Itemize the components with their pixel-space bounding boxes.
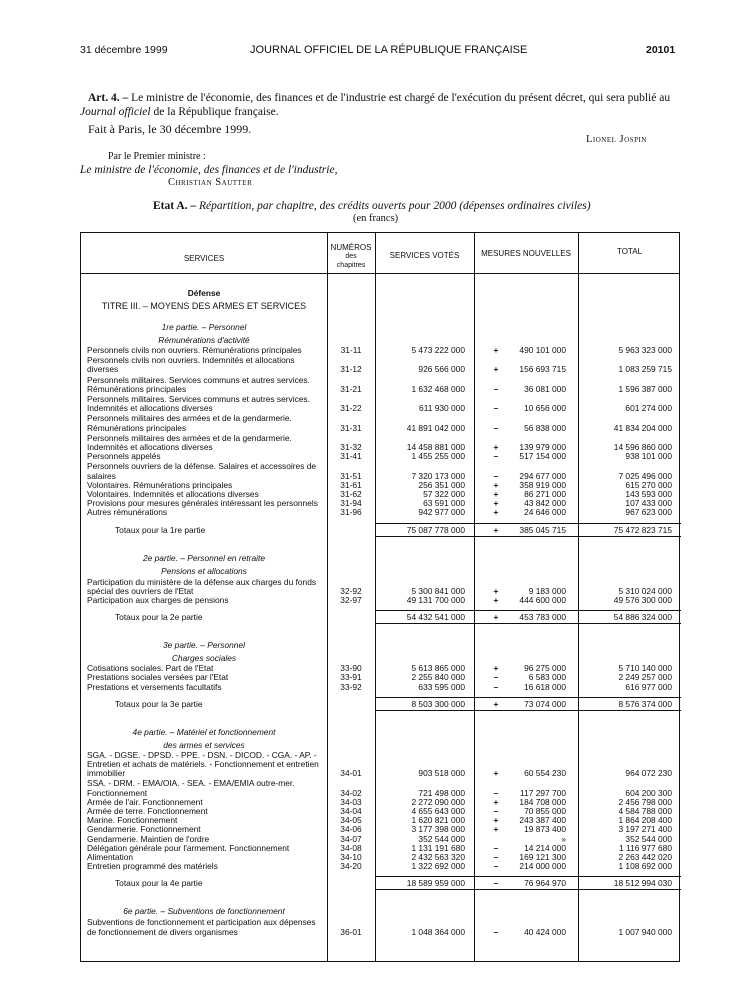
total-value: 5 963 323 000: [618, 345, 672, 355]
mesures-nouvelles-value: 358 919 000: [519, 479, 566, 490]
services-votes-value: 926 566 000: [418, 364, 465, 375]
section-heading: 2e partie. – Personnel en retraite: [143, 552, 265, 563]
section-heading: 3e partie. – Personnel: [163, 640, 245, 651]
mesures-nouvelles-value: 243 387 400: [519, 815, 566, 826]
mesures-nouvelles-value: 169 121 300: [519, 852, 566, 862]
row-label: Provisions pour mesures générales intéressant les personnels: [87, 499, 318, 509]
table-body: [81, 233, 681, 963]
mesures-nouvelles-value: 117 297 700: [520, 787, 566, 798]
row-label: Participation du ministère de la défense aux charges du fonds spécial des ouvriers de l'Etat: [87, 577, 317, 596]
services-votes-value: 633 595 000: [418, 681, 465, 692]
total-rule: [375, 536, 474, 537]
total-sign: +: [493, 524, 499, 535]
mesures-sign: +: [493, 442, 499, 452]
total-rule: [474, 610, 578, 611]
total-value: 4 584 788 000: [618, 806, 672, 816]
row-label: Personnels militaires. Services communs et autres services. Indemnités et allocations diverses: [87, 395, 310, 414]
row-label: Personnels civils non ouvriers. Rémunérations principales: [87, 346, 302, 355]
total-rule: [474, 710, 578, 711]
total-rule: [578, 523, 681, 524]
mesures-sign: –: [493, 681, 499, 692]
signature-sautter: Christian Sautter: [168, 177, 253, 188]
total-mesures: 73 074 000: [524, 698, 566, 709]
services-votes-value: 942 977 000: [418, 507, 465, 518]
total-label: Totaux pour la 2e partie: [115, 612, 203, 623]
services-votes-value: 49 131 700 000: [406, 595, 465, 605]
total-value: 1 864 208 400: [618, 815, 672, 826]
total-rule: [578, 697, 681, 698]
total-value: 49 576 300 000: [613, 595, 672, 605]
services-votes-value: 903 518 000: [418, 768, 465, 779]
chapter-number: 34-08: [340, 842, 362, 853]
row-label: Volontaires. Rémunérations principales: [87, 480, 233, 490]
row-label: Délégation générale pour l'armement. Fonctionnement: [87, 843, 290, 853]
services-votes-value: 5 613 865 000: [411, 663, 465, 674]
total-rule: [474, 623, 578, 624]
chapter-number: 32-97: [340, 595, 362, 605]
total-value: 2 456 798 000: [618, 796, 672, 807]
mesures-nouvelles-value: 10 656 000: [524, 403, 566, 414]
total-value: 5 310 024 000: [618, 585, 672, 596]
services-votes-value: 2 432 563 320: [411, 852, 465, 862]
total-rule: [375, 710, 474, 711]
col-header-services: SERVICES: [183, 254, 225, 263]
chapter-number: 31-12: [340, 364, 362, 375]
total-sign: –: [493, 878, 499, 889]
row-label: Prestations sociales versées par l'Etat: [87, 673, 229, 683]
row-label: Autres rémunérations: [87, 508, 168, 518]
total-sign: +: [493, 698, 499, 709]
services-votes-value: 256 351 000: [418, 479, 465, 490]
chapter-number: 33-92: [340, 681, 362, 692]
services-votes-value: 1 048 364 000: [411, 926, 465, 937]
total-label: Totaux pour la 4e partie: [115, 878, 203, 889]
chapter-number: 31-41: [340, 451, 362, 462]
chapter-number: 34-02: [340, 787, 362, 798]
mesures-nouvelles-value: 294 677 000: [519, 470, 566, 481]
total-value: 143 593 000: [625, 489, 672, 499]
total-value: 2 263 442 020: [618, 852, 672, 862]
total-total: 54 886 324 000: [613, 612, 672, 623]
mesures-nouvelles-value: 70 855 000: [524, 806, 566, 816]
total-rule: [578, 536, 681, 537]
mesures-nouvelles-value: 6 583 000: [528, 672, 566, 683]
mesures-nouvelles-value: 36 081 000: [524, 383, 566, 394]
mesures-sign: +: [493, 585, 499, 596]
article-4-line-1: [88, 92, 670, 104]
chapter-number: 33-90: [340, 663, 362, 674]
chapter-number: 31-61: [340, 479, 362, 490]
row-label: Personnels militaires des armées et de la gendarmerie. Indemnités et allocations diverses: [87, 433, 292, 452]
etat-unit: (en francs): [353, 213, 399, 224]
chapter-number: 34-06: [340, 824, 362, 835]
total-rule: [578, 889, 681, 890]
total-mesures: 453 783 000: [519, 612, 566, 623]
etat-a-heading: [153, 200, 591, 212]
total-rule: [375, 889, 474, 890]
mesures-nouvelles-value: 14 214 000: [524, 842, 566, 853]
services-votes-value: 14 458 881 000: [406, 442, 465, 452]
chapter-number: 31-11: [340, 345, 362, 355]
total-value: 1 596 387 000: [618, 383, 672, 394]
services-votes-value: 5 473 222 000: [411, 345, 465, 355]
total-rule: [474, 523, 578, 524]
total-rule: [474, 876, 578, 877]
chapter-number: 36-01: [340, 926, 362, 937]
mesures-sign: +: [493, 663, 499, 674]
row-label: Subventions de fonctionnement et participation aux dépenses de fonctionnement de divers organismes: [87, 918, 316, 937]
mesures-sign: +: [493, 489, 499, 499]
mesures-nouvelles-value: 156 693 715: [519, 364, 566, 375]
chapter-number: 31-32: [340, 442, 362, 452]
ministre-title: Le ministre de l'économie, des finances et de l'industrie,: [80, 164, 338, 176]
chapter-number: 34-05: [340, 815, 362, 826]
total-value: 7 025 496 000: [618, 470, 672, 481]
total-rule: [474, 697, 578, 698]
total-value: 1 007 940 000: [618, 926, 672, 937]
chapter-number: 34-04: [340, 806, 362, 816]
total-value: 3 197 271 400: [618, 824, 672, 835]
mesures-nouvelles-value: »: [561, 833, 566, 844]
total-total: 75 472 823 715: [613, 524, 672, 535]
row-label: Cotisations sociales. Part de l'Etat: [87, 664, 214, 674]
total-value: 967 623 000: [625, 507, 672, 518]
mesures-nouvelles-value: 86 271 000: [524, 489, 566, 499]
total-rule: [474, 536, 578, 537]
total-value: 964 072 230: [625, 768, 672, 779]
col-header-mesures: MESURES NOUVELLES: [481, 249, 571, 258]
mesures-nouvelles-value: 517 154 000: [519, 451, 566, 462]
total-total: 18 512 994 030: [613, 878, 672, 889]
mesures-nouvelles-value: 60 554 230: [524, 768, 566, 779]
mesures-nouvelles-value: 9 183 000: [528, 585, 566, 596]
total-rule: [375, 523, 474, 524]
mesures-sign: +: [493, 796, 499, 807]
row-label: Alimentation: [87, 853, 134, 862]
section-heading: 1re partie. – Personnel: [161, 322, 247, 332]
mesures-sign: +: [493, 595, 499, 605]
mesures-sign: –: [493, 806, 499, 816]
total-votes: 18 589 959 000: [406, 878, 465, 889]
mesures-sign: +: [493, 479, 499, 490]
total-rule: [375, 610, 474, 611]
total-value: 14 596 860 000: [613, 442, 672, 452]
services-votes-value: 4 655 643 000: [411, 806, 465, 816]
col-header-numeros-l1: NUMÉROS: [330, 243, 372, 252]
mesures-sign: –: [493, 403, 499, 414]
chapter-number: 31-31: [340, 422, 362, 433]
total-value: 1 116 977 680: [619, 842, 672, 853]
total-value: 938 101 000: [625, 451, 672, 462]
services-votes-value: 352 544 000: [418, 833, 465, 844]
row-label: SGA. - DGSE. - DPSD. - PPE. - DSN. - DICOD. - CGA. - AP. - Entretien et achats de matériels. - Fonctionnement et entretien immobilier: [87, 750, 319, 779]
mesures-sign: +: [493, 498, 499, 509]
row-label: Personnels militaires. Services communs et autres services. Rémunérations principales: [87, 375, 310, 394]
mesures-sign: –: [493, 926, 499, 937]
mesures-sign: –: [493, 451, 499, 462]
total-label: Totaux pour la 1re partie: [115, 524, 206, 535]
section-heading: Charges sociales: [171, 653, 237, 664]
row-label: Gendarmerie. Maintien de l'ordre: [87, 834, 210, 844]
services-votes-value: 7 320 173 000: [411, 470, 465, 481]
article-text: Le ministre de l'économie, des finances et de l'industrie est chargé de l'exécution du présent décret, qui sera publié au: [131, 92, 671, 104]
mesures-sign: –: [493, 861, 499, 872]
total-rule: [578, 623, 681, 624]
mesures-sign: +: [493, 815, 499, 826]
mesures-sign: –: [493, 787, 499, 798]
services-votes-value: 1 322 692 000: [411, 861, 465, 872]
section-heading: TITRE III. – MOYENS DES ARMES ET SERVICES: [101, 301, 307, 311]
total-mesures: 385 045 715: [519, 524, 566, 535]
place-date: Fait à Paris, le 30 décembre 1999.: [88, 122, 252, 136]
journal-officiel-ref: Journal officiel: [80, 106, 151, 118]
row-label: Participation aux charges de pensions: [87, 596, 229, 605]
mesures-sign: +: [493, 824, 499, 835]
total-rule: [474, 889, 578, 890]
total-value: 2 249 257 000: [618, 672, 672, 683]
mesures-sign: –: [493, 383, 499, 394]
row-label: Personnels civils non ouvriers. Indemnités et allocations diverses: [87, 356, 295, 375]
chapter-number: 32-92: [340, 585, 362, 596]
etat-title: Répartition, par chapitre, des crédits ouverts pour 2000 (dépenses ordinaires civiles): [199, 200, 591, 212]
total-value: 352 544 000: [625, 833, 672, 844]
total-total: 8 576 374 000: [618, 698, 672, 709]
total-rule: [375, 876, 474, 877]
services-votes-value: 1 632 468 000: [411, 383, 465, 394]
chapter-number: 34-10: [340, 852, 362, 862]
total-votes: 54 432 541 000: [406, 612, 465, 623]
article-text-end: de la République française.: [153, 106, 279, 118]
services-votes-value: 2 255 840 000: [411, 672, 465, 683]
section-heading: Défense: [187, 288, 221, 298]
chapter-number: 34-07: [340, 833, 362, 844]
col-header-numeros-l3: chapitres: [336, 262, 366, 269]
section-heading: Pensions et allocations: [161, 565, 247, 576]
mesures-sign: –: [493, 672, 499, 683]
row-label: Personnels appelés: [87, 452, 161, 462]
total-rule: [375, 697, 474, 698]
mesures-sign: +: [493, 345, 499, 355]
par-premier-ministre: Par le Premier ministre :: [108, 151, 206, 162]
total-value: 616 977 000: [625, 681, 672, 692]
row-label: Personnels ouvriers de la défense. Salaires et accessoires de salaires: [87, 462, 317, 481]
mesures-sign: –: [493, 422, 499, 433]
total-value: 601 274 000: [625, 403, 672, 414]
services-votes-value: 2 272 090 000: [411, 796, 465, 807]
services-votes-value: 1 455 255 000: [411, 451, 465, 462]
mesures-nouvelles-value: 139 979 000: [519, 442, 566, 452]
total-mesures: 76 964 970: [524, 878, 566, 889]
chapter-number: 34-20: [340, 861, 362, 872]
total-value: 615 270 000: [625, 479, 672, 490]
services-votes-value: 63 591 000: [423, 498, 465, 509]
chapter-number: 31-94: [340, 498, 362, 509]
services-votes-value: 57 322 000: [423, 489, 465, 499]
header-date: 31 décembre 1999: [80, 44, 168, 56]
row-label: Volontaires. Indemnités et allocations diverses: [87, 490, 259, 499]
row-label: Armée de terre. Fonctionnement: [87, 807, 208, 816]
etat-label: Etat A. –: [153, 200, 197, 212]
col-header-votes: SERVICES VOTÉS: [389, 251, 460, 260]
article-4-line-2: [80, 106, 279, 118]
services-votes-value: 41 891 042 000: [406, 422, 465, 433]
row-label: Personnels militaires des armées et de la gendarmerie. Rémunérations principales: [87, 414, 292, 433]
total-value: 1 108 692 000: [618, 861, 672, 872]
total-rule: [578, 610, 681, 611]
chapter-number: 31-51: [340, 470, 362, 481]
mesures-nouvelles-value: 19 873 400: [524, 824, 566, 835]
row-label: Prestations et versements facultatifs: [87, 682, 222, 692]
mesures-nouvelles-value: 96 275 000: [524, 663, 566, 674]
article-label: Art. 4. –: [88, 92, 129, 104]
signature-jospin: Lionel Jospin: [586, 134, 647, 145]
mesures-sign: –: [493, 842, 499, 853]
chapter-number: 31-62: [340, 489, 362, 499]
chapter-number: 31-96: [340, 507, 362, 518]
services-votes-value: 5 300 841 000: [411, 585, 465, 596]
section-heading: Rémunérations d'activité: [158, 335, 250, 345]
total-votes: 75 087 778 000: [406, 524, 465, 535]
services-votes-value: 721 498 000: [418, 787, 465, 798]
total-votes: 8 503 300 000: [411, 698, 465, 709]
row-label: Gendarmerie. Fonctionnement: [87, 825, 201, 835]
header-journal-title: JOURNAL OFFICIEL DE LA RÉPUBLIQUE FRANÇAISE: [250, 44, 528, 56]
services-votes-value: 1 620 821 000: [411, 815, 465, 826]
mesures-sign: +: [493, 768, 499, 779]
mesures-nouvelles-value: 490 101 000: [519, 345, 566, 355]
credits-table: [80, 232, 680, 962]
total-value: 41 834 204 000: [613, 422, 672, 433]
total-value: 5 710 140 000: [618, 663, 672, 674]
total-rule: [375, 623, 474, 624]
services-votes-value: 1 131 191 680: [411, 842, 465, 853]
row-label: SSA. - DRM. - EMA/OIA. - SEA. - EMA/EMIA outre-mer. Fonctionnement: [87, 779, 295, 798]
section-heading: 6e partie. – Subventions de fonctionnement: [123, 906, 285, 917]
mesures-nouvelles-value: 184 708 000: [519, 796, 566, 807]
col-header-numeros-l2: des: [345, 253, 357, 260]
row-label: Marine. Fonctionnement: [87, 816, 178, 826]
mesures-nouvelles-value: 214 000 000: [519, 861, 566, 872]
row-label: Armée de l'air. Fonctionnement: [87, 797, 203, 807]
chapter-number: 34-03: [340, 796, 362, 807]
total-value: 604 200 300: [625, 787, 672, 798]
chapter-number: 34-01: [340, 768, 362, 779]
total-sign: +: [493, 612, 499, 623]
total-label: Totaux pour la 3e partie: [115, 698, 203, 709]
chapter-number: 31-21: [340, 383, 362, 394]
mesures-sign: –: [493, 852, 499, 862]
mesures-nouvelles-value: 43 842 000: [524, 498, 566, 509]
chapter-number: 31-22: [340, 403, 362, 414]
mesures-nouvelles-value: 16 618 000: [524, 681, 566, 692]
section-heading: des armes et services: [163, 739, 245, 750]
mesures-sign: +: [493, 364, 499, 375]
row-label: Entretien programmé des matériels: [87, 862, 218, 872]
col-header-total: TOTAL: [616, 247, 643, 256]
services-votes-value: 611 930 000: [419, 403, 465, 414]
mesures-nouvelles-value: 24 646 000: [524, 507, 566, 518]
section-heading: 4e partie. – Matériel et fonctionnement: [132, 726, 276, 737]
total-rule: [578, 710, 681, 711]
header-page-number: 20101: [646, 44, 676, 56]
total-value: 1 083 259 715: [618, 364, 672, 375]
mesures-nouvelles-value: 444 600 000: [519, 595, 566, 605]
services-votes-value: 3 177 398 000: [411, 824, 465, 835]
mesures-sign: +: [493, 507, 499, 518]
mesures-sign: –: [493, 470, 499, 481]
mesures-nouvelles-value: 56 838 000: [524, 422, 566, 433]
chapter-number: 33-91: [340, 672, 362, 683]
total-value: 107 433 000: [625, 498, 672, 509]
total-rule: [578, 876, 681, 877]
mesures-nouvelles-value: 40 424 000: [524, 926, 566, 937]
